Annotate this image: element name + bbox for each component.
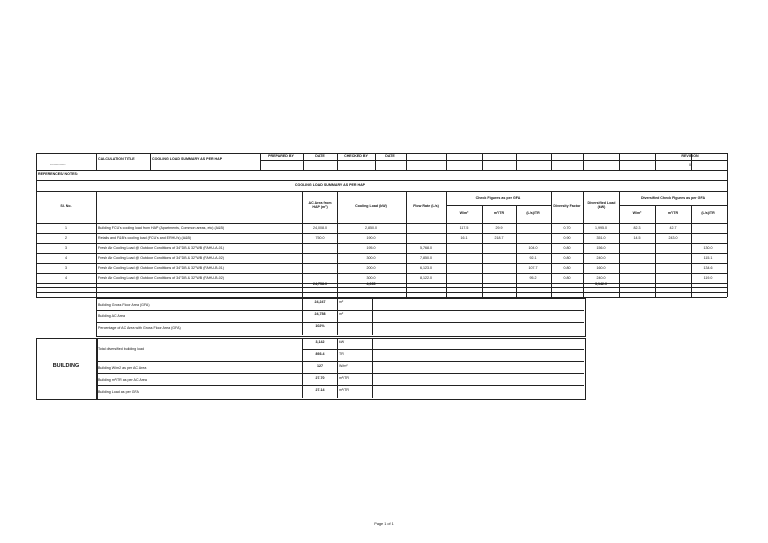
diversified-load-label: Total diversified building load xyxy=(98,347,144,351)
cell-sno: 4 xyxy=(65,256,67,260)
summary-label-ac-area: Building AC Area xyxy=(98,314,125,318)
summary-value-percentage: 102% xyxy=(315,324,325,328)
col-header-lstr-b: (L/s)/TR xyxy=(701,211,715,215)
cell-desc: Retails and F&B's cooling load (FCU's and ERHU's) (A&B) xyxy=(98,236,192,240)
cell-sno: 1 xyxy=(65,226,67,230)
col-header-check-group: Check Figures as per GFA xyxy=(475,196,521,200)
cell-dlstr: 130.0 xyxy=(703,246,713,250)
summary-unit-wm2: W/m² xyxy=(339,364,348,368)
cell-area: 24,008.0 xyxy=(313,226,327,230)
cell-dl: 156.0 xyxy=(596,246,606,250)
summary-value-wm2: 127 xyxy=(317,364,323,368)
date-label-2: DATE xyxy=(385,154,395,158)
summary-label-gfa-load: Building Load as per GFA xyxy=(98,390,139,394)
cell-dlstr: 115.1 xyxy=(703,256,713,260)
cell-flow: 5,768.0 xyxy=(420,246,432,250)
calc-title-label: CALCULATION TITLE xyxy=(98,157,135,161)
col-header-flow: Flow Rate (L/s) xyxy=(413,204,439,208)
cell-sno: 3 xyxy=(65,246,67,250)
summary-unit-gfa: m² xyxy=(339,300,344,304)
cell-cooling: 200.0 xyxy=(366,266,376,270)
references-label: REFERENCES/ NOTES: xyxy=(38,172,79,176)
cell-dm2tr: 42.7 xyxy=(669,226,677,230)
cell-df: 0.80 xyxy=(563,266,571,270)
col-header-diversified: Diversified Load (kW) xyxy=(587,201,616,209)
summary-label-m2tr: Building m²/TR as per AC Area xyxy=(98,378,147,382)
cell-dl: 240.0 xyxy=(596,256,606,260)
cell-df: 0.90 xyxy=(563,236,571,240)
cell-cooling: 300.0 xyxy=(366,276,376,280)
cell-sno: 3 xyxy=(65,266,67,270)
table-title: COOLING LOAD SUMMARY AS PER HAP xyxy=(294,183,366,187)
cell-flow: 7,850.0 xyxy=(420,256,432,260)
prepared-by-label: PREPARED BY xyxy=(268,154,294,158)
cell-desc: Fresh Air Cooling Load @ Outdoor Conditions of 34°DB & 32°WB (FAHU-A-02) xyxy=(98,256,224,260)
summary-value-gfa-load: 27.14 xyxy=(315,388,325,392)
cell-dlstr: 119.0 xyxy=(703,276,713,280)
diversified-load-kw: 3,142 xyxy=(315,340,325,344)
cell-lstr: 104.0 xyxy=(528,246,538,250)
summary-value-ac-area: 24,758 xyxy=(314,312,326,316)
col-header-wm2: W/m² xyxy=(459,211,469,215)
col-header-wm2-b: W/m² xyxy=(632,211,642,215)
cell-dwm2: 82.3 xyxy=(633,226,641,230)
building-label: BUILDING xyxy=(52,363,80,369)
summary-unit-m2tr: m²/TR xyxy=(339,376,349,380)
cell-wm2: 16.1 xyxy=(460,236,468,240)
diversified-load-kw-unit: kW xyxy=(339,340,345,344)
cell-desc: Building FCU's cooling load from HAP (Apartments, Common areas, etc) (A&B) xyxy=(98,226,225,230)
summary-unit-gfa-load: m²/TR xyxy=(339,388,349,392)
cell-desc: Fresh Air Cooling Load @ Outdoor Conditions of 34°DB & 32°WB (FAHU-B-01) xyxy=(98,266,224,270)
cell-sno: 2 xyxy=(65,236,67,240)
cell-sno: 4 xyxy=(65,276,67,280)
col-header-sno: Sl. No. xyxy=(60,204,72,208)
col-header-m2tr: m²/TR xyxy=(493,211,505,215)
cell-df: 0.70 xyxy=(563,226,571,230)
cell-lstr: 95.2 xyxy=(529,276,537,280)
summary-value-m2tr: 27.70 xyxy=(315,376,325,380)
page-number: Page 1 of 1 xyxy=(374,522,394,526)
total-diversified: 3,142.0 xyxy=(595,282,607,286)
summary-label-percentage: Percentage of AC Area with Gross Floor Area (GFA) xyxy=(98,326,181,330)
cell-lstr: 107.7 xyxy=(528,266,538,270)
doc-ref: ------------- xyxy=(50,162,66,166)
cell-m2tr: 218.7 xyxy=(494,236,504,240)
date-label: DATE xyxy=(315,154,325,158)
cell-flow: 6,123.0 xyxy=(420,266,432,270)
cell-lstr: 92.1 xyxy=(529,256,537,260)
col-header-lstr: (L/s)/TR xyxy=(526,211,540,215)
calc-title-value: COOLING LOAD SUMMARY AS PER HAP xyxy=(152,157,223,161)
col-header-area: AC Area from HAP (m²) xyxy=(308,201,332,209)
col-header-m2tr-b: m²/TR xyxy=(667,211,679,215)
col-header-cooling: Cooling Load (kW) xyxy=(355,204,387,208)
cell-m2tr: 29.9 xyxy=(495,226,503,230)
cell-wm2: 117.5 xyxy=(459,226,469,230)
summary-label-gfa: Building Gross Floor Area (GFA) xyxy=(98,303,150,307)
cell-dl: 1,995.0 xyxy=(595,226,607,230)
checked-by-label: CHECKED BY xyxy=(344,154,368,158)
cell-dm2tr: 243.0 xyxy=(668,236,678,240)
cell-dl: 160.0 xyxy=(596,266,606,270)
revision-label: REVISION xyxy=(681,154,699,158)
cell-cooling: 195.0 xyxy=(366,246,376,250)
cell-dlstr: 134.6 xyxy=(703,266,713,270)
cell-df: 0.80 xyxy=(563,256,571,260)
diversified-load-tr-unit: TR xyxy=(339,352,344,356)
cell-flow: 8,122.0 xyxy=(420,276,432,280)
col-header-diversity: Diversity Factor xyxy=(553,204,581,208)
total-cooling: 4,035 xyxy=(366,282,376,286)
summary-label-wm2: Building W/m2 as per AC Area xyxy=(98,366,147,370)
cell-desc: Fresh Air Cooling Load @ Outdoor Conditions of 34°DB & 32°WB (FAHU-A-01) xyxy=(98,246,224,250)
cell-cooling: 2,850.0 xyxy=(365,226,377,230)
summary-unit-ac-area: m² xyxy=(339,312,344,316)
cell-df: 0.80 xyxy=(563,276,571,280)
cell-cooling: 190.0 xyxy=(366,236,376,240)
cell-area: 750.0 xyxy=(315,236,325,240)
cell-dl: 240.0 xyxy=(596,276,606,280)
diversified-load-tr: 893.4 xyxy=(315,352,325,356)
summary-value-gfa: 24,247 xyxy=(314,300,326,304)
cell-dl: 351.0 xyxy=(596,236,606,240)
revision-value: 0 xyxy=(689,163,691,167)
cell-cooling: 300.0 xyxy=(366,256,376,260)
cell-dwm2: 14.5 xyxy=(633,236,641,240)
col-header-div-check-group: Diversified Check Figures as per GFA xyxy=(640,196,706,200)
total-area: 24,758.0 xyxy=(313,282,327,286)
cell-desc: Fresh Air Cooling Load @ Outdoor Conditions of 34°DB & 32°WB (FAHU-B-02) xyxy=(98,276,224,280)
cell-df: 0.80 xyxy=(563,246,571,250)
